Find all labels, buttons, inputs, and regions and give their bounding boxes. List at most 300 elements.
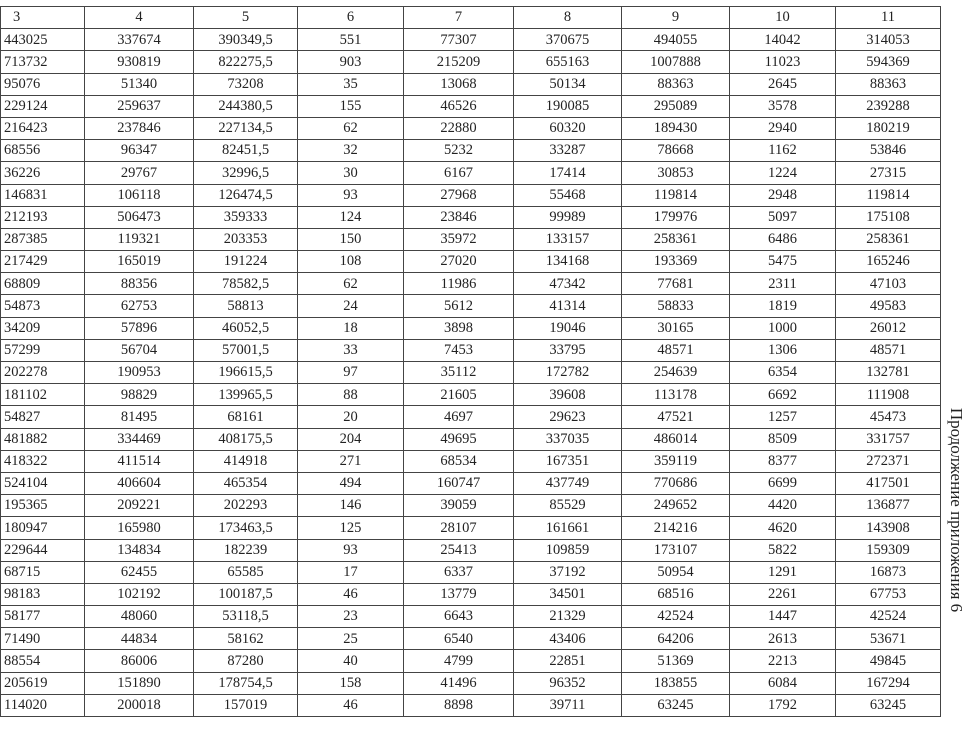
table-cell: 1819 — [730, 295, 836, 317]
table-cell: 19046 — [514, 317, 622, 339]
column-header: 5 — [194, 7, 298, 29]
table-cell: 53118,5 — [194, 606, 298, 628]
table-cell: 133157 — [514, 228, 622, 250]
column-header: 4 — [85, 7, 194, 29]
table-cell: 5232 — [404, 140, 514, 162]
table-cell: 49695 — [404, 428, 514, 450]
table-cell: 124 — [298, 206, 404, 228]
data-table — [0, 6, 941, 717]
table-header — [1, 7, 941, 29]
table-row — [1, 295, 941, 317]
table-cell: 88363 — [836, 73, 941, 95]
table-cell: 48571 — [836, 339, 941, 361]
table-cell: 45473 — [836, 406, 941, 428]
table-cell: 42524 — [836, 606, 941, 628]
table-cell: 227134,5 — [194, 117, 298, 139]
table-cell: 82451,5 — [194, 140, 298, 162]
table-cell: 30853 — [622, 162, 730, 184]
table-cell: 165246 — [836, 251, 941, 273]
table-cell: 46526 — [404, 95, 514, 117]
table-cell: 14042 — [730, 29, 836, 51]
table-cell: 64206 — [622, 628, 730, 650]
table-cell: 6337 — [404, 561, 514, 583]
table-cell: 33795 — [514, 339, 622, 361]
table-cell: 114020 — [1, 694, 85, 716]
table-cell: 54873 — [1, 295, 85, 317]
table-cell: 3898 — [404, 317, 514, 339]
table-cell: 34209 — [1, 317, 85, 339]
table-cell: 1306 — [730, 339, 836, 361]
table-cell: 13068 — [404, 73, 514, 95]
table-cell: 95076 — [1, 73, 85, 95]
table-cell: 229124 — [1, 95, 85, 117]
table-cell: 58177 — [1, 606, 85, 628]
table-cell: 4620 — [730, 517, 836, 539]
table-cell: 655163 — [514, 51, 622, 73]
table-cell: 1162 — [730, 140, 836, 162]
table-cell: 60320 — [514, 117, 622, 139]
table-row — [1, 273, 941, 295]
table-cell: 47521 — [622, 406, 730, 428]
table-cell: 44834 — [85, 628, 194, 650]
table-cell: 195365 — [1, 495, 85, 517]
table-cell: 136877 — [836, 495, 941, 517]
column-header: 8 — [514, 7, 622, 29]
table-cell: 8898 — [404, 694, 514, 716]
table-cell: 334469 — [85, 428, 194, 450]
table-row — [1, 339, 941, 361]
table-cell: 11986 — [404, 273, 514, 295]
table-cell: 202293 — [194, 495, 298, 517]
table-cell: 62 — [298, 117, 404, 139]
table-cell: 4697 — [404, 406, 514, 428]
table-cell: 78582,5 — [194, 273, 298, 295]
table-cell: 359333 — [194, 206, 298, 228]
table-cell: 48571 — [622, 339, 730, 361]
table-cell: 437749 — [514, 472, 622, 494]
table-cell: 390349,5 — [194, 29, 298, 51]
table-row — [1, 95, 941, 117]
table-cell: 190085 — [514, 95, 622, 117]
table-cell: 22880 — [404, 117, 514, 139]
table-cell: 406604 — [85, 472, 194, 494]
table-row — [1, 517, 941, 539]
table-cell: 524104 — [1, 472, 85, 494]
table-cell: 370675 — [514, 29, 622, 51]
table-cell: 150 — [298, 228, 404, 250]
table-cell: 159309 — [836, 539, 941, 561]
table-cell: 46 — [298, 694, 404, 716]
table-cell: 39608 — [514, 384, 622, 406]
table-cell: 1000 — [730, 317, 836, 339]
table-cell: 63245 — [836, 694, 941, 716]
table-cell: 62753 — [85, 295, 194, 317]
table-row — [1, 472, 941, 494]
table-row — [1, 184, 941, 206]
table-cell: 237846 — [85, 117, 194, 139]
table-cell: 1792 — [730, 694, 836, 716]
table-cell: 58162 — [194, 628, 298, 650]
table-cell: 33 — [298, 339, 404, 361]
table-cell: 157019 — [194, 694, 298, 716]
table-cell: 49845 — [836, 650, 941, 672]
table-row — [1, 228, 941, 250]
table-cell: 4799 — [404, 650, 514, 672]
table-cell: 4420 — [730, 495, 836, 517]
table-cell: 6354 — [730, 362, 836, 384]
table-cell: 6692 — [730, 384, 836, 406]
table-cell: 27020 — [404, 251, 514, 273]
table-cell: 17 — [298, 561, 404, 583]
table-body — [1, 29, 941, 717]
table-cell: 172782 — [514, 362, 622, 384]
table-row — [1, 406, 941, 428]
table-row — [1, 583, 941, 605]
table-cell: 34501 — [514, 583, 622, 605]
table-cell: 77681 — [622, 273, 730, 295]
table-cell: 494 — [298, 472, 404, 494]
column-header: 7 — [404, 7, 514, 29]
column-header: 10 — [730, 7, 836, 29]
table-cell: 50954 — [622, 561, 730, 583]
table-cell: 16873 — [836, 561, 941, 583]
table-cell: 39059 — [404, 495, 514, 517]
table-cell: 30165 — [622, 317, 730, 339]
table-cell: 68715 — [1, 561, 85, 583]
table-cell: 87280 — [194, 650, 298, 672]
table-cell: 97 — [298, 362, 404, 384]
table-cell: 68161 — [194, 406, 298, 428]
table-cell: 216423 — [1, 117, 85, 139]
table-cell: 99989 — [514, 206, 622, 228]
table-cell: 209221 — [85, 495, 194, 517]
table-cell: 41314 — [514, 295, 622, 317]
table-cell: 73208 — [194, 73, 298, 95]
table-cell: 337035 — [514, 428, 622, 450]
table-cell: 25 — [298, 628, 404, 650]
table-row — [1, 73, 941, 95]
table-cell: 51369 — [622, 650, 730, 672]
table-cell: 146831 — [1, 184, 85, 206]
table-cell: 5612 — [404, 295, 514, 317]
table-cell: 98829 — [85, 384, 194, 406]
table-cell: 58833 — [622, 295, 730, 317]
table-cell: 5822 — [730, 539, 836, 561]
table-cell: 258361 — [622, 228, 730, 250]
table-cell: 96347 — [85, 140, 194, 162]
table-cell: 287385 — [1, 228, 85, 250]
table-cell: 272371 — [836, 450, 941, 472]
table-cell: 204 — [298, 428, 404, 450]
table-cell: 55468 — [514, 184, 622, 206]
table-cell: 203353 — [194, 228, 298, 250]
table-row — [1, 672, 941, 694]
table-cell: 93 — [298, 539, 404, 561]
table-cell: 143908 — [836, 517, 941, 539]
table-cell: 2645 — [730, 73, 836, 95]
table-cell: 56704 — [85, 339, 194, 361]
table-cell: 41496 — [404, 672, 514, 694]
table-row — [1, 561, 941, 583]
table-cell: 903 — [298, 51, 404, 73]
table-cell: 81495 — [85, 406, 194, 428]
table-cell: 126474,5 — [194, 184, 298, 206]
table-cell: 134168 — [514, 251, 622, 273]
table-cell: 71490 — [1, 628, 85, 650]
table-cell: 30 — [298, 162, 404, 184]
table-cell: 49583 — [836, 295, 941, 317]
table-cell: 2311 — [730, 273, 836, 295]
table-cell: 295089 — [622, 95, 730, 117]
table-cell: 23846 — [404, 206, 514, 228]
table-cell: 551 — [298, 29, 404, 51]
table-cell: 443025 — [1, 29, 85, 51]
table-cell: 37192 — [514, 561, 622, 583]
table-cell: 54827 — [1, 406, 85, 428]
table-cell: 77307 — [404, 29, 514, 51]
table-cell: 8509 — [730, 428, 836, 450]
table-cell: 47103 — [836, 273, 941, 295]
table-cell: 17414 — [514, 162, 622, 184]
table-cell: 158 — [298, 672, 404, 694]
table-cell: 29623 — [514, 406, 622, 428]
table-cell: 167294 — [836, 672, 941, 694]
table-cell: 43406 — [514, 628, 622, 650]
table-cell: 48060 — [85, 606, 194, 628]
table-cell: 32996,5 — [194, 162, 298, 184]
table-cell: 11023 — [730, 51, 836, 73]
table-row — [1, 251, 941, 273]
table-cell: 165980 — [85, 517, 194, 539]
table-cell: 40 — [298, 650, 404, 672]
table-cell: 212193 — [1, 206, 85, 228]
table-row — [1, 317, 941, 339]
table-cell: 254639 — [622, 362, 730, 384]
table-cell: 88 — [298, 384, 404, 406]
table-cell: 151890 — [85, 672, 194, 694]
table-cell: 411514 — [85, 450, 194, 472]
table-cell: 200018 — [85, 694, 194, 716]
table-cell: 160747 — [404, 472, 514, 494]
table-cell: 67753 — [836, 583, 941, 605]
table-cell: 494055 — [622, 29, 730, 51]
table-cell: 62 — [298, 273, 404, 295]
table-cell: 146 — [298, 495, 404, 517]
table-cell: 3578 — [730, 95, 836, 117]
table-cell: 178754,5 — [194, 672, 298, 694]
table-cell: 86006 — [85, 650, 194, 672]
table-cell: 53671 — [836, 628, 941, 650]
table-cell: 85529 — [514, 495, 622, 517]
table-cell: 259637 — [85, 95, 194, 117]
table-cell: 180947 — [1, 517, 85, 539]
table-cell: 53846 — [836, 140, 941, 162]
table-cell: 1224 — [730, 162, 836, 184]
table-cell: 190953 — [85, 362, 194, 384]
table-cell: 930819 — [85, 51, 194, 73]
table-cell: 78668 — [622, 140, 730, 162]
table-row — [1, 428, 941, 450]
table-cell: 822275,5 — [194, 51, 298, 73]
table-cell: 68556 — [1, 140, 85, 162]
table-cell: 36226 — [1, 162, 85, 184]
table-cell: 239288 — [836, 95, 941, 117]
table-cell: 6643 — [404, 606, 514, 628]
table-cell: 96352 — [514, 672, 622, 694]
table-cell: 51340 — [85, 73, 194, 95]
table-cell: 125 — [298, 517, 404, 539]
table-cell: 35972 — [404, 228, 514, 250]
table-cell: 6084 — [730, 672, 836, 694]
table-cell: 46 — [298, 583, 404, 605]
table-cell: 102192 — [85, 583, 194, 605]
page-caption-wrapper — [947, 407, 966, 613]
table-cell: 65585 — [194, 561, 298, 583]
table-cell: 109859 — [514, 539, 622, 561]
table-cell: 465354 — [194, 472, 298, 494]
header-row — [1, 7, 941, 29]
table-cell: 24 — [298, 295, 404, 317]
table-cell: 6167 — [404, 162, 514, 184]
table-cell: 29767 — [85, 162, 194, 184]
table-cell: 7453 — [404, 339, 514, 361]
table-cell: 33287 — [514, 140, 622, 162]
table-row — [1, 362, 941, 384]
table-cell: 106118 — [85, 184, 194, 206]
table-cell: 486014 — [622, 428, 730, 450]
table-cell: 21605 — [404, 384, 514, 406]
table-cell: 23 — [298, 606, 404, 628]
table-cell: 27968 — [404, 184, 514, 206]
table-cell: 5097 — [730, 206, 836, 228]
table-cell: 2940 — [730, 117, 836, 139]
table-cell: 155 — [298, 95, 404, 117]
table-cell: 202278 — [1, 362, 85, 384]
table-cell: 47342 — [514, 273, 622, 295]
table-cell: 57896 — [85, 317, 194, 339]
table-cell: 191224 — [194, 251, 298, 273]
column-header: 11 — [836, 7, 941, 29]
table-cell: 594369 — [836, 51, 941, 73]
table-row — [1, 162, 941, 184]
table-row — [1, 539, 941, 561]
table-cell: 88363 — [622, 73, 730, 95]
table-cell: 39711 — [514, 694, 622, 716]
table-row — [1, 117, 941, 139]
table-cell: 98183 — [1, 583, 85, 605]
table-row — [1, 51, 941, 73]
table-cell: 18 — [298, 317, 404, 339]
table-cell: 1447 — [730, 606, 836, 628]
table-cell: 181102 — [1, 384, 85, 406]
table-row — [1, 450, 941, 472]
table-row — [1, 495, 941, 517]
table-cell: 173463,5 — [194, 517, 298, 539]
table-cell: 205619 — [1, 672, 85, 694]
table-cell: 165019 — [85, 251, 194, 273]
table-cell: 119321 — [85, 228, 194, 250]
table-cell: 2948 — [730, 184, 836, 206]
table-cell: 214216 — [622, 517, 730, 539]
table-row — [1, 650, 941, 672]
table-cell: 68809 — [1, 273, 85, 295]
table-row — [1, 628, 941, 650]
table-cell: 271 — [298, 450, 404, 472]
table-cell: 134834 — [85, 539, 194, 561]
table-cell: 42524 — [622, 606, 730, 628]
table-cell: 167351 — [514, 450, 622, 472]
table-cell: 22851 — [514, 650, 622, 672]
table-row — [1, 206, 941, 228]
table-cell: 119814 — [622, 184, 730, 206]
table-cell: 8377 — [730, 450, 836, 472]
table-cell: 193369 — [622, 251, 730, 273]
table-cell: 414918 — [194, 450, 298, 472]
table-cell: 57001,5 — [194, 339, 298, 361]
table-cell: 2613 — [730, 628, 836, 650]
table-cell: 713732 — [1, 51, 85, 73]
table-cell: 108 — [298, 251, 404, 273]
table-cell: 258361 — [836, 228, 941, 250]
table-cell: 1291 — [730, 561, 836, 583]
table-cell: 189430 — [622, 117, 730, 139]
table-cell: 5475 — [730, 251, 836, 273]
table-cell: 88356 — [85, 273, 194, 295]
table-cell: 196615,5 — [194, 362, 298, 384]
table-row — [1, 606, 941, 628]
table-cell: 32 — [298, 140, 404, 162]
table-cell: 68516 — [622, 583, 730, 605]
table-cell: 93 — [298, 184, 404, 206]
table-cell: 26012 — [836, 317, 941, 339]
table-cell: 13779 — [404, 583, 514, 605]
table-cell: 249652 — [622, 495, 730, 517]
table-cell: 50134 — [514, 73, 622, 95]
table-cell: 182239 — [194, 539, 298, 561]
table-row — [1, 29, 941, 51]
table-cell: 481882 — [1, 428, 85, 450]
table-cell: 25413 — [404, 539, 514, 561]
table-cell: 331757 — [836, 428, 941, 450]
table-cell: 100187,5 — [194, 583, 298, 605]
column-header: 3 — [1, 7, 85, 29]
table-cell: 68534 — [404, 450, 514, 472]
table-cell: 88554 — [1, 650, 85, 672]
table-cell: 506473 — [85, 206, 194, 228]
table-cell: 58813 — [194, 295, 298, 317]
table-cell: 35 — [298, 73, 404, 95]
table-cell: 175108 — [836, 206, 941, 228]
table-cell: 35112 — [404, 362, 514, 384]
table-cell: 28107 — [404, 517, 514, 539]
table-cell: 6699 — [730, 472, 836, 494]
table-cell: 113178 — [622, 384, 730, 406]
table-cell: 217429 — [1, 251, 85, 273]
table-cell: 179976 — [622, 206, 730, 228]
table-cell: 408175,5 — [194, 428, 298, 450]
table-cell: 417501 — [836, 472, 941, 494]
table-cell: 173107 — [622, 539, 730, 561]
table-cell: 20 — [298, 406, 404, 428]
table-cell: 2261 — [730, 583, 836, 605]
table-cell: 46052,5 — [194, 317, 298, 339]
column-header: 9 — [622, 7, 730, 29]
table-cell: 418322 — [1, 450, 85, 472]
table-cell: 359119 — [622, 450, 730, 472]
table-cell: 111908 — [836, 384, 941, 406]
table-cell: 314053 — [836, 29, 941, 51]
page-caption: Продолжение приложения 6 — [947, 407, 966, 613]
